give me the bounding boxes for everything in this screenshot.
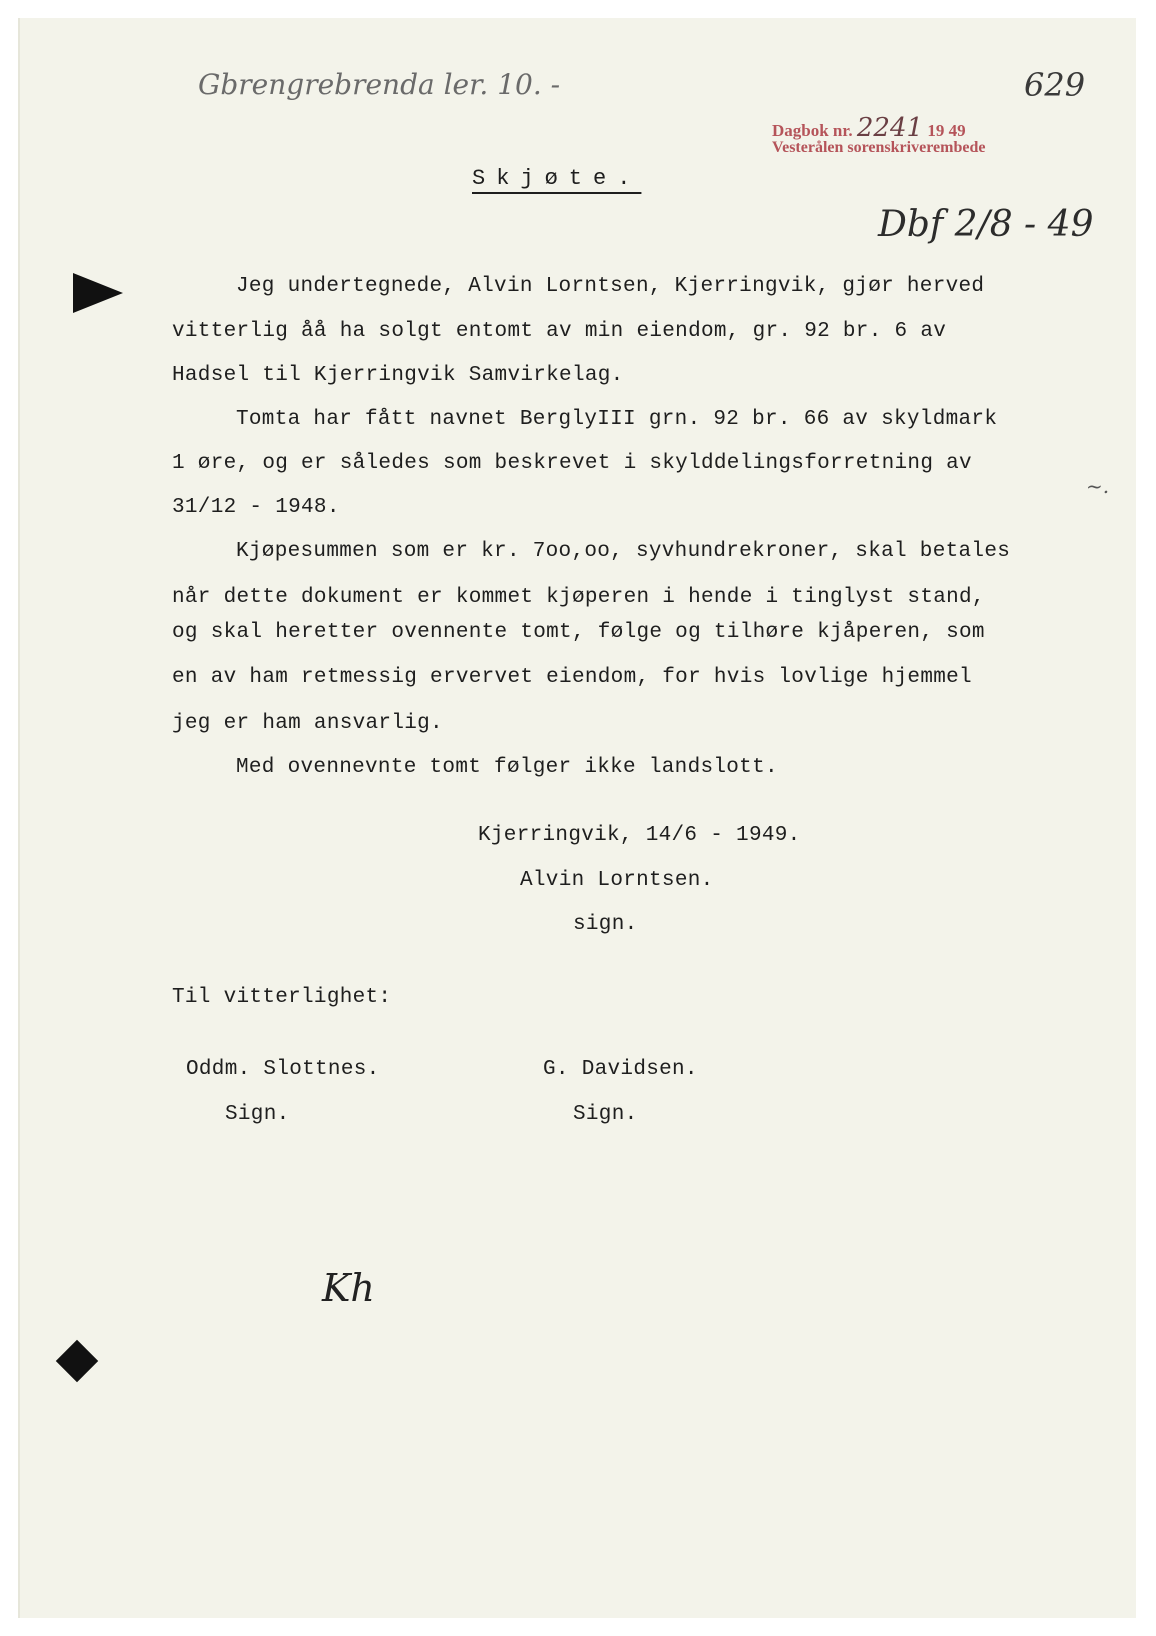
stamp-office: Vesterålen sorenskriverembede: [772, 139, 986, 156]
witness-1-name: Oddm. Slottnes.: [186, 1058, 380, 1081]
body-line: Jeg undertegnede, Alvin Lorntsen, Kjerringvik, gjør herved: [236, 275, 985, 298]
stamp-year: 19 49: [927, 121, 966, 140]
page-number: 629: [1024, 66, 1086, 104]
body-line: vitterlig åå ha solgt entomt av min eiendom, gr. 92 br. 6 av: [172, 320, 947, 343]
body-line: 31/12 - 1948.: [172, 496, 340, 519]
body-line: når dette dokument er kommet kjøperen i hende i tinglyst stand,: [172, 586, 985, 609]
witness-1-sign: Sign.: [225, 1103, 290, 1126]
body-line: en av ham retmessig ervervet eiendom, for hvis lovlige hjemmel: [172, 666, 972, 689]
body-line: Med ovennevnte tomt følger ikke landslott.: [236, 756, 778, 779]
stamp-dagbok-label: Dagbok nr.: [772, 121, 853, 140]
document-page: [18, 18, 1136, 1618]
body-line: jeg er ham ansvarlig.: [172, 712, 443, 735]
binder-marker-icon: [56, 1340, 98, 1382]
stamp-dagbok-number: 2241: [856, 113, 924, 143]
handwritten-initials: Kh: [322, 1266, 375, 1310]
margin-scribble: ~.: [1086, 474, 1110, 498]
body-line: Hadsel til Kjerringvik Samvirkelag.: [172, 364, 624, 387]
signatory-name: Alvin Lorntsen.: [520, 869, 714, 892]
body-line: Kjøpesummen som er kr. 7oo,oo, syvhundrekroner, skal betales: [236, 540, 1011, 563]
signatory-sign: sign.: [573, 913, 638, 936]
witness-heading: Til vitterlighet:: [172, 986, 392, 1009]
document-title: Skjøte.: [472, 166, 642, 191]
place-date: Kjerringvik, 14/6 - 1949.: [478, 824, 801, 847]
dbf-handwritten-note: Dbf 2/8 - 49: [878, 204, 1094, 245]
body-line: Tomta har fått navnet BerglyIII grn. 92 br. 66 av skyldmark: [236, 408, 998, 431]
handwritten-reference-note: Gbrengrebrenda ler. 10. -: [198, 68, 561, 101]
body-line: 1 øre, og er således som beskrevet i skylddelingsforretning av: [172, 452, 972, 475]
body-line: og skal heretter ovennente tomt, følge og tilhøre kjåperen, som: [172, 621, 985, 644]
witness-2-sign: Sign.: [573, 1103, 638, 1126]
witness-2-name: G. Davidsen.: [543, 1058, 698, 1081]
binder-marker-icon: [73, 273, 123, 313]
registry-stamp: [772, 113, 985, 157]
